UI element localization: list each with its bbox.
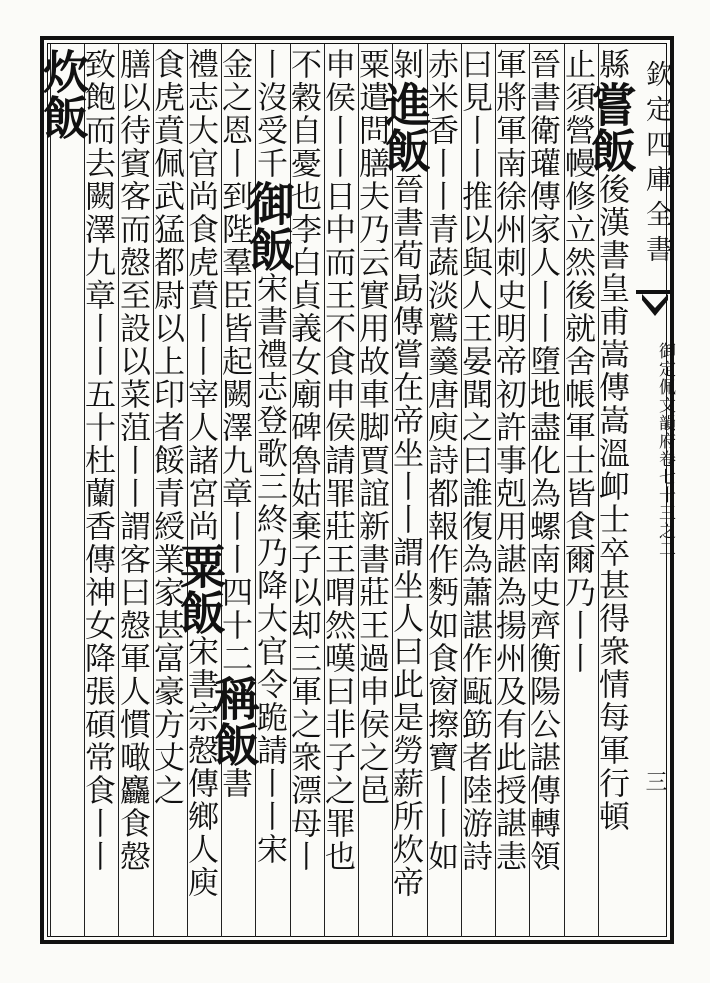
- fish-tail-icon: [640, 292, 670, 334]
- text-column: [524, 48, 564, 928]
- column-text: 粟: [353, 48, 389, 81]
- column-text: 止須營幔修立然後就舍帳軍士皆食爾乃丨丨: [559, 48, 595, 675]
- column-text: 赤米香丨丨青蔬淡鷲羹唐庾詩都報作麪如食窗擦寶丨丨如: [422, 48, 458, 873]
- text-column: [584, 48, 638, 928]
- column-text: 禮志大官尚食虎賁丨丨宰人諸宮尚: [182, 48, 218, 543]
- text-column: [242, 48, 296, 928]
- book-title: 欽定四庫全書: [641, 60, 672, 270]
- headword: 御飯: [242, 180, 296, 272]
- volume-number: 卷七十三之二: [655, 450, 675, 558]
- book-volume: [642, 342, 675, 558]
- column-text: 軍將軍南徐州刺史明帝初許事剋用諶為揚州及有此授諶恚: [490, 48, 526, 873]
- column-text: 致飽而去闕澤九章丨丨五十杜蘭香傳神女降張碩常食丨丨: [79, 48, 115, 873]
- column-text: 宋書宗慤傳鄉人庾: [182, 635, 218, 899]
- column-text: 丨到陛羣臣皆起闕澤九章丨丨四十二: [216, 147, 252, 675]
- text-column: [378, 48, 432, 928]
- column-text: 晉書衛瓘傳家人丨丨墮地盡化為螺南史齊衡陽公諶傳轉領: [524, 48, 560, 873]
- column-text: 後漢書皇甫嵩傳嵩溫卹士卒甚得衆情每軍行頓: [593, 173, 629, 833]
- text-column: [173, 48, 227, 928]
- column-text: 丨沒受千: [251, 48, 287, 180]
- text-column: [207, 48, 261, 928]
- column-text: 食虎賁佩武猛都尉以上印者餒青綬: [148, 48, 184, 543]
- text-column: [422, 48, 462, 928]
- headword: 炊飯: [36, 48, 90, 140]
- column-text: 縣: [593, 48, 629, 81]
- column-text: 晉書荀勗傳嘗在帝坐丨丨謂坐人曰此是勞薪所炊帝: [387, 173, 423, 899]
- column-text: 不穀自憂也李白貞義女廟碑魯姑棄子以却三軍之衆漂母丨: [285, 48, 321, 873]
- column-text: 業家甚富豪方丈之: [148, 543, 184, 807]
- column-text: 膳以待賓客而慤至設以菜菹丨丨謂客曰慤軍人慣噉麤食慤: [114, 48, 150, 873]
- text-column: [148, 48, 188, 928]
- text-column: [36, 48, 90, 928]
- column-text: 剝: [387, 48, 423, 81]
- column-text: 書: [216, 767, 252, 800]
- column-text: 曰見丨丨推以與人王晏聞之曰誰復為蕭諶作甌筯者陸游詩: [456, 48, 492, 873]
- headword: 嘗飯: [584, 81, 638, 173]
- text-column: [559, 48, 599, 928]
- text-column: [79, 48, 119, 928]
- text-column: [319, 48, 359, 928]
- text-column: [456, 48, 496, 928]
- text-column: [490, 48, 530, 928]
- headword: 稱飯: [207, 675, 261, 767]
- column-text: 宋書禮志登歌三終乃降大官令跪請丨丨宋: [251, 272, 287, 866]
- headword: 粟飯: [173, 543, 227, 635]
- text-column: [353, 48, 393, 928]
- page-number: 三: [642, 770, 667, 792]
- column-text: 申侯丨丨日中而王不食申侯請罪莊王喟然嘆曰非子之罪也: [319, 48, 355, 873]
- text-column: [114, 48, 154, 928]
- headword: 進飯: [378, 81, 432, 173]
- column-text: 金之恩: [216, 48, 252, 147]
- section-name: 御定佩文韻府: [655, 342, 675, 450]
- column-text: 遣問膳夫乃云實用故車脚賈誼新書莊王過申侯之邑: [353, 81, 389, 807]
